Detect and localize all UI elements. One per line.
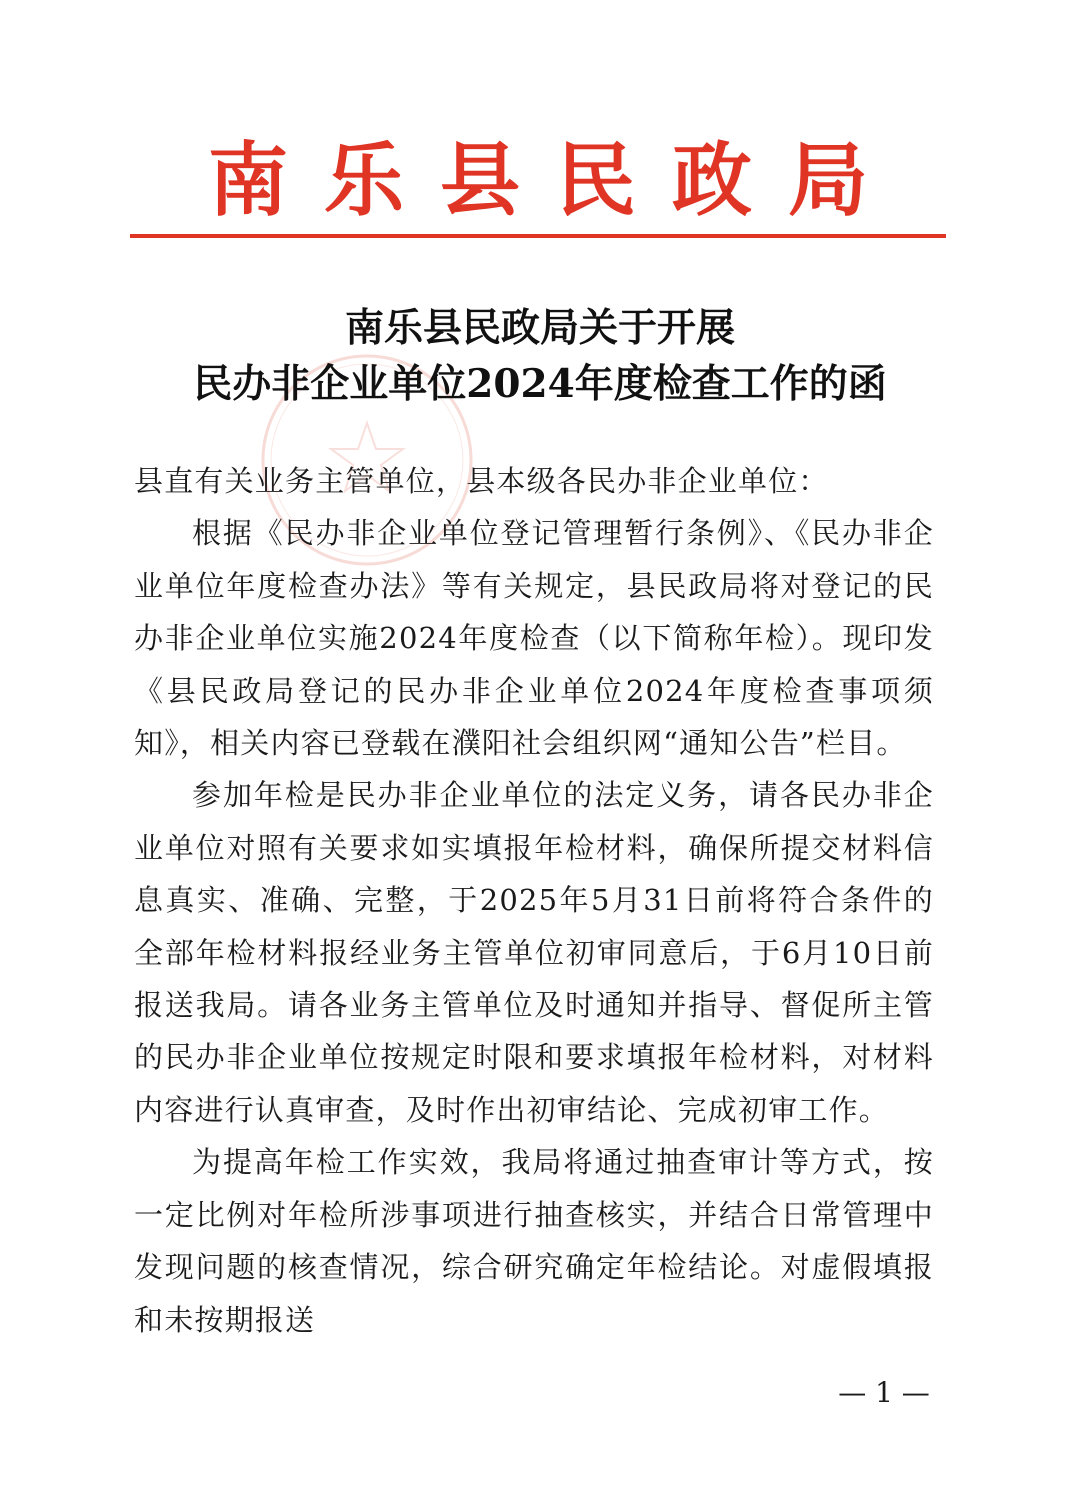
document-title-line-1: 南乐县民政局关于开展	[344, 305, 735, 351]
document-title	[100, 300, 980, 412]
letterhead-char: 局	[788, 133, 868, 227]
document-title-line-2: 民办非企业单位2024年度检查工作的函	[193, 361, 887, 407]
salutation: 县直有关业务主管单位，县本级各民办非企业单位：	[134, 464, 829, 498]
letterhead-char: 南	[208, 133, 288, 227]
body-paragraph-3: 为提高年检工作实效，我局将通过抽查审计等方式，按一定比例对年检所涉事项进行抽查核实，并结合日常管理中发现问题的核查情况，综合研究确定年检结论。对虚假填报和未按期报送	[134, 1145, 934, 1337]
letterhead-char: 县	[440, 133, 520, 227]
body-paragraph-1: 根据《民办非企业单位登记管理暂行条例》、《民办非企业单位年度检查办法》等有关规定，县民政局将对登记的民办非企业单位实施2024年度检查（以下简称年检）。现印发《县民政局登记的民办非企业单位2024年度检查事项须知》，相关内容已登载在濮阳社会组织网“通知公告”栏目。	[134, 516, 934, 761]
body-paragraph-2: 参加年检是民办非企业单位的法定义务，请各民办非企业单位对照有关要求如实填报年检材料，确保所提交材料信息真实、准确、完整，于2025年5月31日前将符合条件的全部年检材料报经业务主管单位初审同意后，于6月10日前报送我局。请各业务主管单位及时通知并指导、督促所主管的民办非企业单位按规定时限和要求填报年检材料，对材料内容进行认真审查，及时作出初审结论、完成初审工作。	[134, 778, 934, 1127]
letterhead-title	[130, 130, 946, 230]
letterhead-red-rule	[130, 234, 946, 238]
letterhead-char: 乐	[324, 133, 404, 227]
letterhead-char: 民	[556, 133, 636, 227]
page-number: — 1 —	[838, 1376, 930, 1409]
letterhead-char: 政	[672, 133, 752, 227]
document-body	[134, 455, 934, 1346]
